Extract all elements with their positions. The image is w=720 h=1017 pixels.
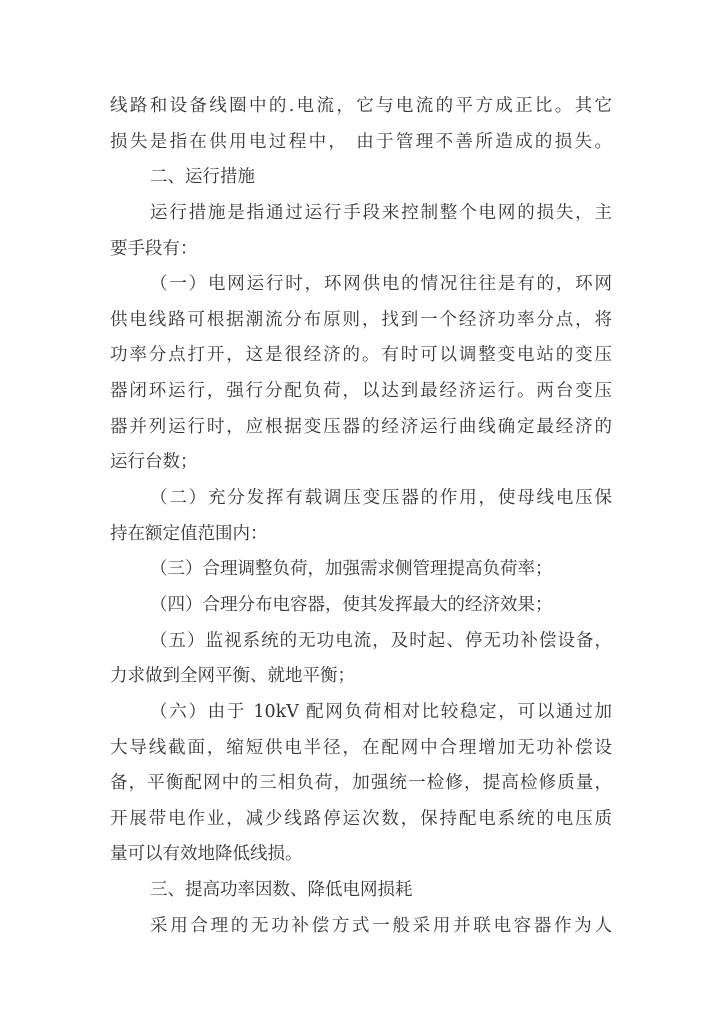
document-page: [110, 89, 612, 944]
text-line: 线路和设备线圈中的.电流，它与电流的平方成正比。其它: [110, 96, 612, 116]
text-line: 大导线截面，缩短供电半径，在配网中合理增加无功补偿设: [110, 737, 612, 758]
text-line: （二）充分发挥有载调压变压器的作用，使母线电压保: [150, 488, 612, 509]
text-line: 损失是指在供用电过程中， 由于管理不善所造成的损失。: [110, 131, 612, 152]
text-line: 量可以有效地降低线损。: [110, 844, 303, 865]
text-line: （六）由于 10kV 配网负荷相对比较稳定，可以通过加: [150, 701, 612, 722]
text-line: 二、运行措施: [150, 167, 255, 188]
text-line: 器并列运行时，应根据变压器的经济运行曲线确定最经济的: [110, 416, 612, 437]
text-line: 三、提高功率因数、降低电网损耗: [150, 880, 413, 901]
text-line: 持在额定值范围内：: [110, 523, 268, 544]
text-line: 供电线路可根据潮流分布原则，找到一个经济功率分点，将: [110, 309, 612, 330]
text-line: 开展带电作业，减少线路停运次数，保持配电系统的电压质: [110, 808, 612, 829]
text-line: （三）合理调整负荷，加强需求侧管理提高负荷率；: [150, 559, 553, 580]
text-line: 力求做到全网平衡、就地平衡；: [110, 666, 355, 687]
text-line: （五）监视系统的无功电流，及时起、停无功补偿设备，: [150, 630, 612, 651]
text-line: 运行台数；: [110, 452, 198, 473]
text-line: 采用合理的无功补偿方式一般采用并联电容器作为人: [150, 915, 612, 936]
text-line: 备，平衡配网中的三相负荷，加强统一检修，提高检修质量，: [110, 773, 612, 794]
text-line: （四）合理分布电容器，使其发挥最大的经济效果；: [150, 594, 553, 615]
text-line: 功率分点打开，这是很经济的。有时可以调整变电站的变压: [110, 345, 612, 366]
text-line: 要手段有：: [110, 238, 198, 259]
text-line: （一）电网运行时，环网供电的情况往往是有的，环网: [150, 274, 612, 295]
text-line: 器闭环运行，强行分配负荷，以达到最经济运行。两台变压: [110, 381, 612, 402]
text-line: 运行措施是指通过运行手段来控制整个电网的损失，主: [150, 202, 612, 223]
